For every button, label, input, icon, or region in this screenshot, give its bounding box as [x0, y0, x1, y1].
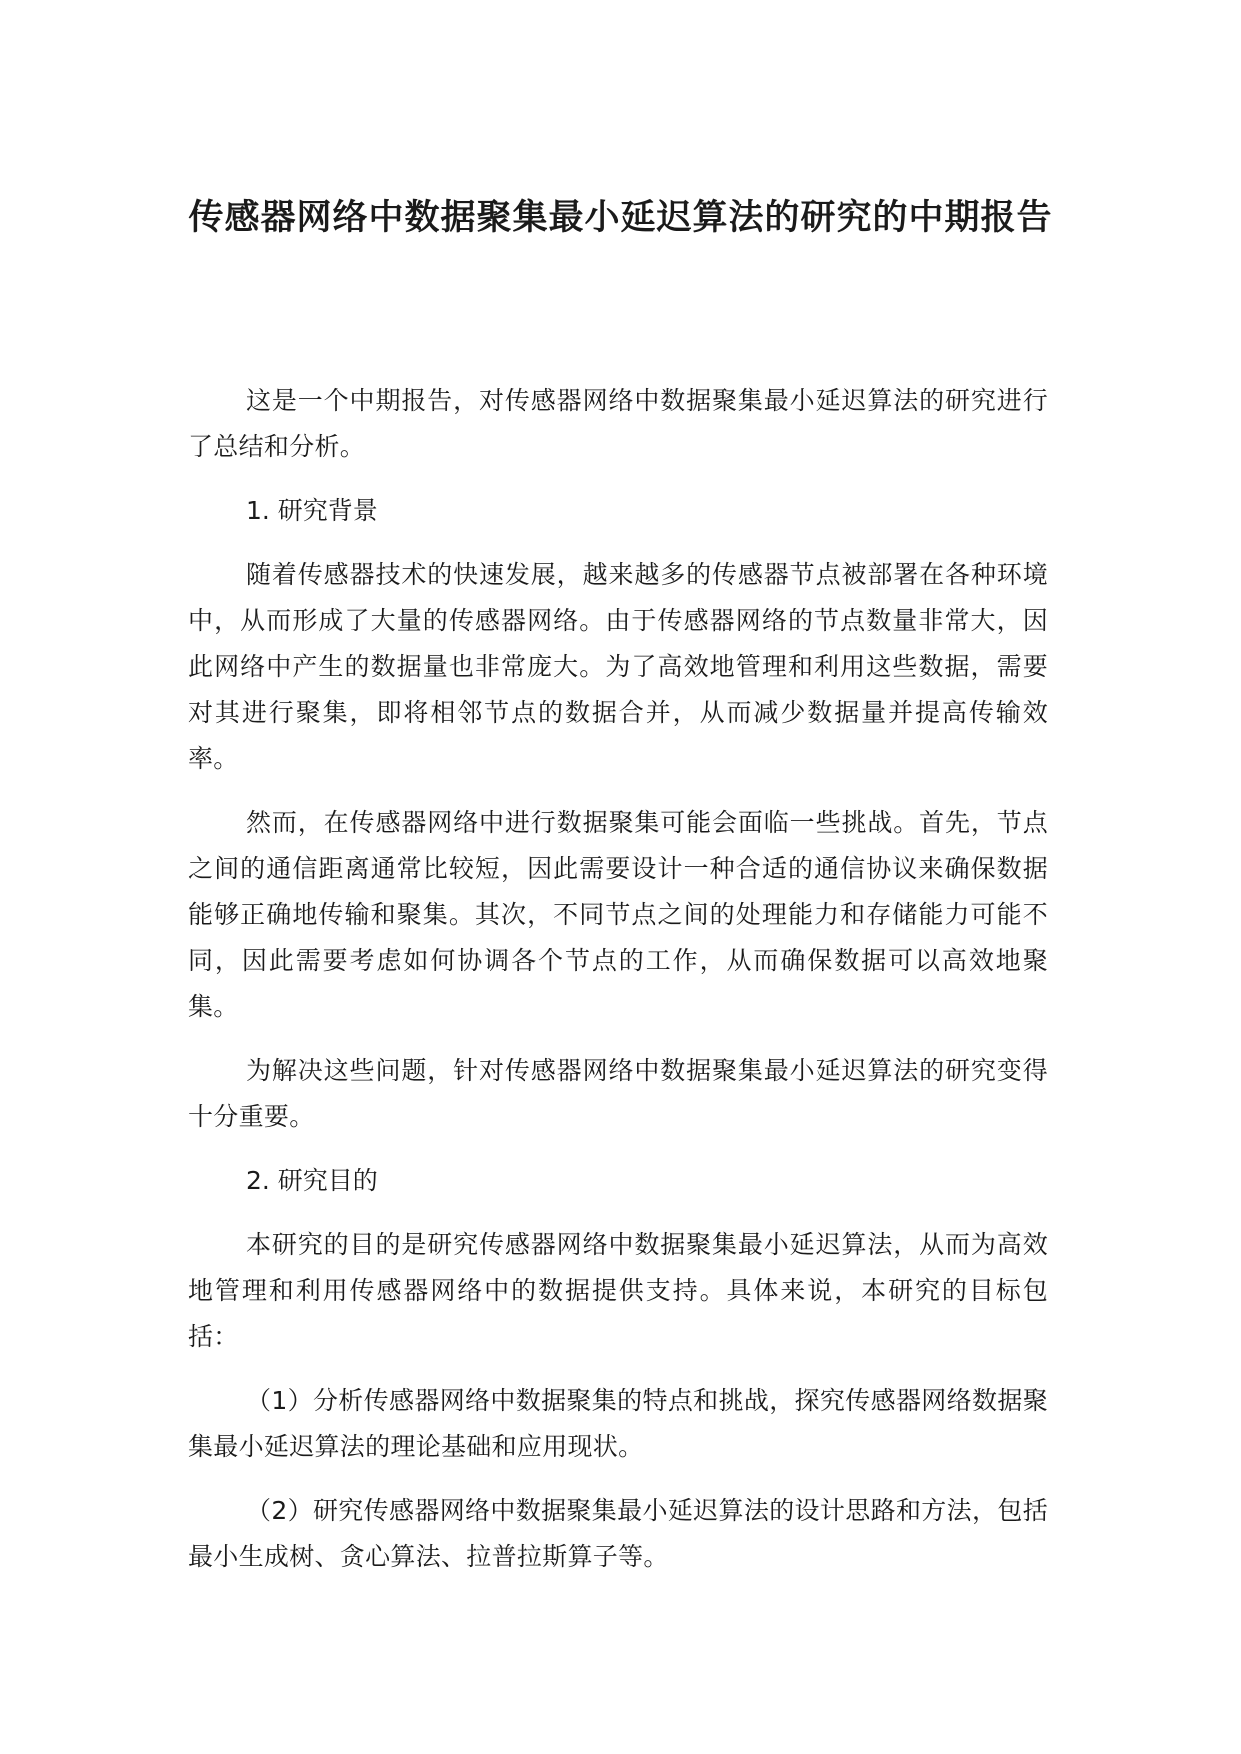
- intro-paragraph: 这是一个中期报告，对传感器网络中数据聚集最小延迟算法的研究进行了总结和分析。: [188, 386, 1048, 461]
- goal-item-2: （2）研究传感器网络中数据聚集最小延迟算法的设计思路和方法，包括最小生成树、贪心算法、拉普拉斯算子等。: [188, 1496, 1048, 1571]
- purpose-paragraph: 本研究的目的是研究传感器网络中数据聚集最小延迟算法，从而为高效地管理和利用传感器网络中的数据提供支持。具体来说，本研究的目标包括：: [188, 1230, 1048, 1351]
- document-body: [188, 378, 1048, 1598]
- background-paragraph-3: 为解决这些问题，针对传感器网络中数据聚集最小延迟算法的研究变得十分重要。: [188, 1056, 1048, 1131]
- background-paragraph-2: 然而，在传感器网络中进行数据聚集可能会面临一些挑战。首先，节点之间的通信距离通常比较短，因此需要设计一种合适的通信协议来确保数据能够正确地传输和聚集。其次，不同节点之间的处理能力和存储能力可能不同，因此需要考虑如何协调各个节点的工作，从而确保数据可以高效地聚集。: [188, 808, 1048, 1021]
- document-title: 传感器网络中数据聚集最小延迟算法的研究的中期报告: [188, 198, 1053, 238]
- goal-item-1: （1）分析传感器网络中数据聚集的特点和挑战，探究传感器网络数据聚集最小延迟算法的理论基础和应用现状。: [188, 1386, 1048, 1461]
- background-paragraph-1: 随着传感器技术的快速发展，越来越多的传感器节点被部署在各种环境中，从而形成了大量的传感器网络。由于传感器网络的节点数量非常大，因此网络中产生的数据量也非常庞大。为了高效地管理和利用这些数据，需要对其进行聚集，即将相邻节点的数据合并，从而减少数据量并提高传输效率。: [188, 560, 1048, 773]
- section-heading-background: 1. 研究背景: [246, 496, 378, 525]
- section-heading-purpose: 2. 研究目的: [246, 1166, 378, 1195]
